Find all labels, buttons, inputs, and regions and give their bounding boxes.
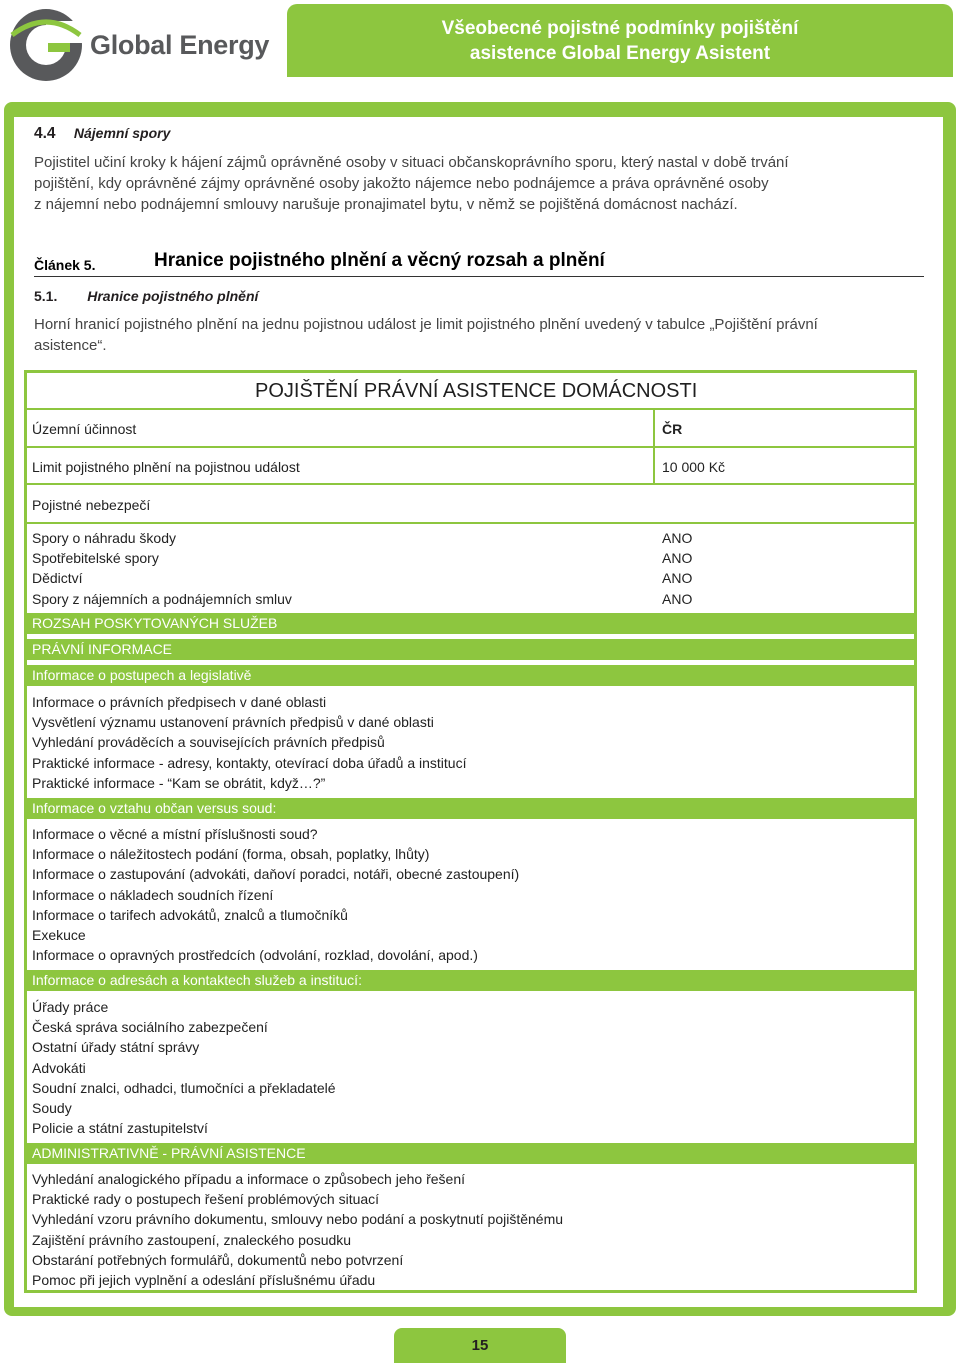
article-title: Hranice pojistného plnění a věcný rozsah a plnění xyxy=(154,250,605,271)
table-divider xyxy=(24,446,917,448)
paragraph-line: pojištění, kdy oprávněné zájmy oprávněné osoby jakožto nájemce nebo podnájemce a práva oprávněné osoby xyxy=(34,175,769,192)
admin-list xyxy=(32,1169,563,1290)
risk-value: ANO xyxy=(662,570,693,587)
risk-header: Pojistné nebezpečí xyxy=(32,497,151,513)
table-divider xyxy=(24,408,917,410)
list-item: Soudy xyxy=(32,1100,72,1117)
global-energy-g-icon xyxy=(6,5,86,85)
section-4-4-text xyxy=(34,152,914,215)
article-label: Článek 5. xyxy=(34,257,96,273)
territorial-label: Územní účinnost xyxy=(32,421,137,437)
list-item: Informace o nákladech soudních řízení xyxy=(32,886,274,903)
list-item: Obstarání potřebných formulářů, dokumentů nebo potvrzení xyxy=(32,1251,404,1268)
document-title-box xyxy=(287,4,953,77)
document-title-line2: asistence Global Energy Asistent xyxy=(469,42,771,64)
band-admin: ADMINISTRATIVNĚ - PRÁVNÍ ASISTENCE xyxy=(24,1143,917,1164)
page-number: 15 xyxy=(394,1328,566,1363)
list-item: Zajištění právního zastoupení, znaleckého posudku xyxy=(32,1231,352,1248)
list-item: Praktické informace - adresy, kontakty, otevírací doba úřadů a institucí xyxy=(32,754,467,771)
band-court: Informace o vztahu občan versus soud: xyxy=(24,798,917,819)
document-title-line1: Všeobecné pojistné podmínky pojištění xyxy=(441,17,799,39)
list-item: Policie a státní zastupitelství xyxy=(32,1120,208,1137)
paragraph-line: z nájemní nebo podnájemní smlouvy narušuje pronajimatel bytu, v němž se pojištěná domácnost nachází. xyxy=(34,196,738,213)
risk-value: ANO xyxy=(662,530,693,546)
addresses-list xyxy=(32,997,336,1138)
list-item: Informace o tarifech advokátů, znalců a tlumočníků xyxy=(32,906,348,923)
table-title: POJIŠTĚNÍ PRÁVNÍ ASISTENCE DOMÁCNOSTI xyxy=(255,380,698,402)
territorial-value: ČR xyxy=(662,421,683,437)
article-heading xyxy=(34,250,924,277)
list-item: Ostatní úřady státní správy xyxy=(32,1039,200,1056)
court-list xyxy=(32,824,519,965)
list-item: Vyhledání analogického případu a informace o způsobech jeho řešení xyxy=(32,1171,465,1187)
list-item: Praktické informace - “Kam se obrátit, když…?” xyxy=(32,774,326,791)
risk-values xyxy=(662,528,692,609)
paragraph-line: Pojistitel učiní kroky k hájení zájmů oprávněné osoby v situaci občanskoprávního sporu, který nastal v době trvání xyxy=(34,154,789,171)
list-item: Praktické rady o postupech řešení problémových situací xyxy=(32,1191,380,1208)
list-item: Informace o právních předpisech v dané oblasti xyxy=(32,694,327,710)
list-item: Úřady práce xyxy=(32,999,109,1015)
list-item: Pomoc při jejich vyplnění a odeslání příslušnému úřadu xyxy=(32,1272,376,1289)
limit-label: Limit pojistného plnění na pojistnou událost xyxy=(32,459,300,475)
band-procedures: Informace o postupech a legislativě xyxy=(24,665,917,686)
list-item: Exekuce xyxy=(32,927,86,944)
paragraph-line: asistence“. xyxy=(34,337,107,354)
list-item: Spory z nájemních a podnájemních smluv xyxy=(32,590,292,607)
section-4-4-heading xyxy=(34,125,170,143)
logo-text: Global Energy xyxy=(90,30,270,60)
list-item: Vysvětlení významu ustanovení právních předpisů v dané oblasti xyxy=(32,714,434,731)
logo xyxy=(4,2,279,88)
list-item: Advokáti xyxy=(32,1059,86,1076)
list-item: Spory o náhradu škody xyxy=(32,530,176,546)
table-divider xyxy=(24,483,917,485)
risk-value: ANO xyxy=(662,590,693,607)
list-item: Informace o věcné a místní příslušnosti soud? xyxy=(32,826,318,842)
list-item: Informace o náležitostech podání (forma, obsah, poplatky, lhůty) xyxy=(32,846,430,863)
section-5-1-heading xyxy=(34,288,258,304)
section-5-1-text xyxy=(34,314,934,356)
procedures-list xyxy=(32,692,466,793)
paragraph-line: Horní hranicí pojistného plnění na jednu pojistnou událost je limit pojistného plnění uvedený v tabulce „Pojištění právní xyxy=(34,316,818,333)
band-scope: ROZSAH POSKYTOVANÝCH SLUŽEB xyxy=(24,613,917,634)
risk-list xyxy=(32,528,292,609)
list-item: Informace o zastupování (advokáti, daňoví poradci, notáři, obecné zastoupení) xyxy=(32,866,520,883)
section-title: Nájemní spory xyxy=(73,125,171,141)
band-addresses: Informace o adresách a kontaktech služeb a institucí: xyxy=(24,970,917,991)
list-item: Dědictví xyxy=(32,570,83,587)
band-legal-info: PRÁVNÍ INFORMACE xyxy=(24,639,917,660)
risk-value: ANO xyxy=(662,550,693,567)
table-divider xyxy=(24,522,917,524)
section-number: 4.4 xyxy=(34,125,56,142)
limit-value: 10 000 Kč xyxy=(662,459,726,475)
list-item: Vyhledání vzoru právního dokumentu, smlouvy nebo podání a poskytnutí pojištěnému xyxy=(32,1211,564,1228)
section-title: Hranice pojistného plnění xyxy=(87,288,259,304)
list-item: Soudní znalci, odhadci, tlumočníci a překladatelé xyxy=(32,1079,336,1096)
list-item: Spotřebitelské spory xyxy=(32,550,159,567)
section-number: 5.1. xyxy=(34,288,58,304)
list-item: Česká správa sociálního zabezpečení xyxy=(32,1019,268,1036)
list-item: Vyhledání prováděcích a souvisejících právních předpisů xyxy=(32,734,385,751)
list-item: Informace o opravných prostředcích (odvolání, rozklad, dovolání, apod.) xyxy=(32,947,478,964)
